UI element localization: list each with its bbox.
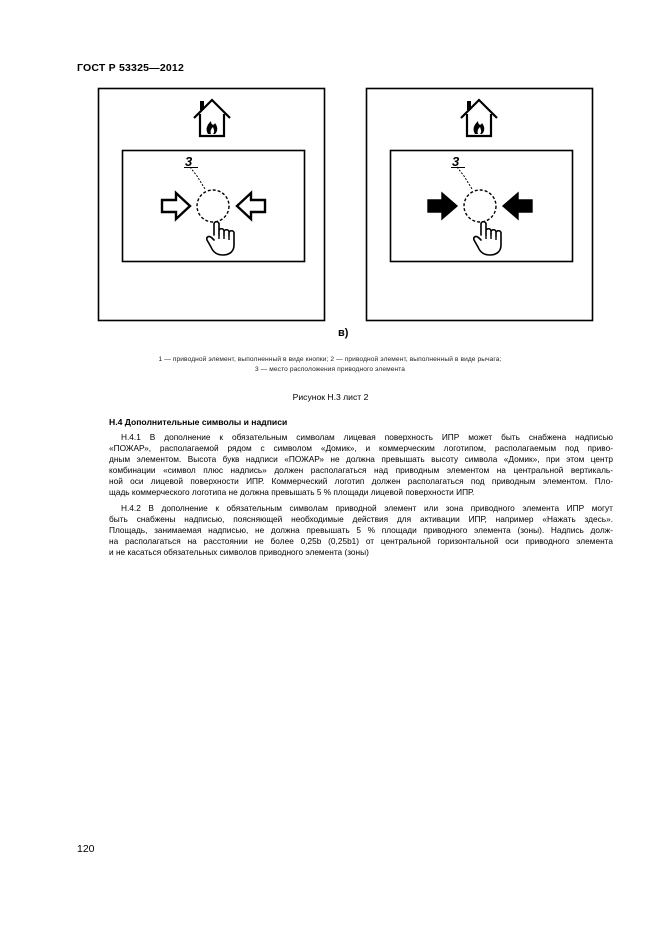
callout-number-right: 3 xyxy=(452,154,460,169)
figure-caption: Рисунок Н.3 лист 2 xyxy=(292,392,369,402)
arrow-left-outline-icon xyxy=(237,193,265,219)
house-icon xyxy=(194,100,230,136)
actuator-location-circle xyxy=(197,190,229,222)
panel-left xyxy=(99,89,325,321)
text-line: ной оси лицевой поверхности ИПР. Коммерческий логотип должен располагаться под приводным элементом. Пло- xyxy=(109,476,613,486)
paragraph-n-4-2 xyxy=(109,503,613,558)
arrow-right-filled-icon xyxy=(428,193,457,219)
text-line: «ПОЖАР», располагаемой рядом с символом «Домик», и коммерческим логотипом, располагаемым под приво- xyxy=(109,443,613,453)
arrow-right-outline-icon xyxy=(162,193,190,219)
section-heading: Н.4 Дополнительные символы и надписи xyxy=(109,417,288,427)
text-line: щадь коммерческого логотипа не должна превышать 5 % площади лицевой поверхности ИПР. xyxy=(109,487,475,497)
text-line: на располагаться на расстоянии не более 0,25b (0,25b1) от центральной горизонтальной оси приводного элемента xyxy=(109,536,613,546)
text-line: Н.4.2 В дополнение к обязательным символам приводной элемент или зона приводного элемента ИПР могут xyxy=(121,503,613,513)
paragraph-n-4-1 xyxy=(109,432,613,498)
text-line: дным элементом. Высота букв надписи «ПОЖАР» не должна превышать высоту символа «Домик», при этом центр xyxy=(109,454,613,464)
actuator-location-circle xyxy=(464,190,496,222)
text-line: и не касаться обязательных символов приводного элемента (зоны) xyxy=(109,547,369,557)
arrow-left-filled-icon xyxy=(503,193,532,219)
callout-number-left: 3 xyxy=(185,154,193,169)
text-line: Н.4.1 В дополнение к обязательным символам лицевая поверхность ИПР может быть снабжена надписью xyxy=(121,432,613,442)
figure-legend-line-2: 3 — место расположения приводного элемента xyxy=(254,366,406,373)
figure-legend-line-1: 1 — приводной элемент, выполненный в виде кнопки; 2 — приводной элемент, выполненный в виде рычага; xyxy=(158,356,502,363)
house-icon xyxy=(461,100,497,136)
document-header: ГОСТ Р 53325—2012 xyxy=(77,62,185,74)
text-line: Площадь, занимаемая надписью, не должна превышать 5 % площади приводного элемента (зоны). Надпись долж- xyxy=(109,525,613,535)
figure-drawing xyxy=(0,0,661,360)
page-number: 120 xyxy=(77,843,95,855)
text-line: комбинации «символ плюс надпись» должен располагаться над приводным элементом на центральной вертикаль- xyxy=(109,465,613,475)
panel-right xyxy=(367,89,593,321)
pointing-hand-icon xyxy=(474,222,501,255)
pointing-hand-icon xyxy=(207,222,234,255)
figure-sub-label: в) xyxy=(338,327,349,339)
text-line: быть снабжены надписью, поясняющей необходимые действия для активации ИПР, например «Нажать здесь». xyxy=(109,514,613,524)
